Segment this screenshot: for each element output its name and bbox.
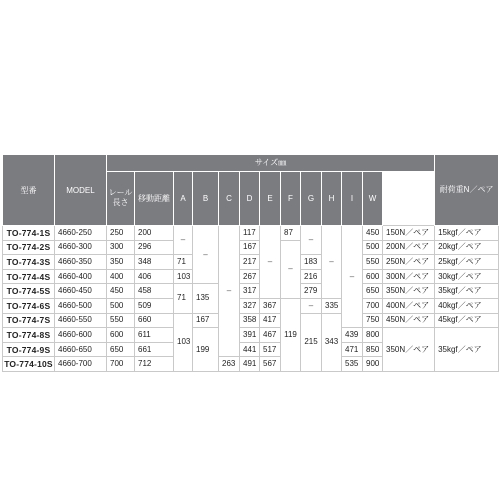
f-dash: –	[281, 240, 301, 298]
a-merged-cell: 103	[174, 313, 193, 371]
header-b: B	[193, 171, 219, 225]
header-i: I	[342, 171, 363, 225]
e-dash: –	[260, 226, 281, 299]
w-cell: 650	[363, 284, 383, 299]
header-c: C	[219, 171, 240, 225]
travel-cell: 348	[135, 255, 174, 270]
load-n-cell: 450N／ペア	[383, 313, 435, 328]
load-n-cell: 300N／ペア	[383, 269, 435, 284]
table-row	[3, 255, 499, 270]
d-cell: 327	[240, 298, 260, 313]
b-cell: 167	[193, 313, 219, 328]
d-cell: 491	[240, 357, 260, 372]
i-cell: 471	[342, 342, 363, 357]
type-cell: TO-774-5S	[3, 284, 55, 299]
w-cell: 900	[363, 357, 383, 372]
rail-cell: 300	[107, 240, 135, 255]
header-travel: 移動距離	[135, 171, 174, 225]
load-kgf-merged-cell: 35kgf／ペア	[435, 328, 499, 372]
g-cell: 216	[301, 269, 322, 284]
load-kgf-cell: 35kgf／ペア	[435, 284, 499, 299]
load-kgf-cell: 20kgf／ペア	[435, 240, 499, 255]
type-cell: TO-774-4S	[3, 269, 55, 284]
load-n-cell: 400N／ペア	[383, 298, 435, 313]
g-cell: 183	[301, 255, 322, 270]
d-cell: 441	[240, 342, 260, 357]
model-cell: 4660-500	[55, 298, 107, 313]
rail-cell: 700	[107, 357, 135, 372]
travel-cell: 660	[135, 313, 174, 328]
type-cell: TO-774-10S	[3, 357, 55, 372]
type-cell: TO-774-6S	[3, 298, 55, 313]
load-kgf-cell: 30kgf／ペア	[435, 269, 499, 284]
model-cell: 4660-300	[55, 240, 107, 255]
header-load-n: 耐荷重N／ペア	[435, 155, 499, 226]
travel-cell: 661	[135, 342, 174, 357]
travel-cell: 458	[135, 284, 174, 299]
table-row	[3, 284, 499, 299]
type-cell: TO-774-8S	[3, 328, 55, 343]
table-row	[3, 313, 499, 328]
w-cell: 800	[363, 328, 383, 343]
type-cell: TO-774-7S	[3, 313, 55, 328]
header-model: MODEL	[55, 155, 107, 226]
header-w: W	[363, 171, 383, 225]
b-merged-cell: 199	[193, 328, 219, 372]
rail-cell: 550	[107, 313, 135, 328]
h-dash: –	[322, 226, 342, 299]
i-cell: 535	[342, 357, 363, 372]
a-cell: 71	[174, 255, 193, 270]
w-cell: 850	[363, 342, 383, 357]
header-a: A	[174, 171, 193, 225]
table-row	[3, 269, 499, 284]
load-kgf-cell: 15kgf／ペア	[435, 226, 499, 241]
c-dash: –	[219, 226, 240, 357]
table-row	[3, 298, 499, 313]
h-cell: 335	[322, 298, 342, 313]
e-cell: 417	[260, 313, 281, 328]
rail-cell: 450	[107, 284, 135, 299]
rail-cell: 350	[107, 255, 135, 270]
e-cell: 567	[260, 357, 281, 372]
model-cell: 4660-350	[55, 255, 107, 270]
travel-cell: 611	[135, 328, 174, 343]
d-cell: 217	[240, 255, 260, 270]
model-cell: 4660-700	[55, 357, 107, 372]
type-cell: TO-774-1S	[3, 226, 55, 241]
w-cell: 600	[363, 269, 383, 284]
f-cell: 87	[281, 226, 301, 241]
c-cell: 263	[219, 357, 240, 372]
travel-cell: 296	[135, 240, 174, 255]
d-cell: 358	[240, 313, 260, 328]
header-f: F	[281, 171, 301, 225]
spec-table	[2, 154, 499, 372]
model-cell: 4660-400	[55, 269, 107, 284]
model-cell: 4660-650	[55, 342, 107, 357]
load-kgf-cell: 25kgf／ペア	[435, 255, 499, 270]
g-cell: 279	[301, 284, 322, 299]
travel-cell: 712	[135, 357, 174, 372]
i-cell: 439	[342, 328, 363, 343]
load-n-cell: 250N／ペア	[383, 255, 435, 270]
e-cell: 517	[260, 342, 281, 357]
header-g: G	[301, 171, 322, 225]
a-cell: 103	[174, 269, 193, 284]
h-merged-cell: 343	[322, 313, 342, 371]
d-cell: 167	[240, 240, 260, 255]
b-merged-cell: 135	[193, 284, 219, 313]
header-e: E	[260, 171, 281, 225]
load-kgf-cell: 40kgf／ペア	[435, 298, 499, 313]
rail-cell: 250	[107, 226, 135, 241]
a-merged-cell: 71	[174, 284, 193, 313]
load-n-cell: 150N／ペア	[383, 226, 435, 241]
type-cell: TO-774-2S	[3, 240, 55, 255]
g-dash: –	[301, 226, 322, 255]
d-cell: 317	[240, 284, 260, 299]
rail-cell: 500	[107, 298, 135, 313]
model-cell: 4660-600	[55, 328, 107, 343]
load-n-cell: 200N／ペア	[383, 240, 435, 255]
table-row	[3, 226, 499, 241]
header-rail-length: レール長さ	[107, 171, 135, 225]
rail-cell: 600	[107, 328, 135, 343]
i-dash: –	[342, 226, 363, 328]
w-cell: 750	[363, 313, 383, 328]
load-kgf-cell: 45kgf／ペア	[435, 313, 499, 328]
type-cell: TO-774-3S	[3, 255, 55, 270]
g-dash: –	[301, 298, 322, 313]
d-cell: 117	[240, 226, 260, 241]
e-cell: 367	[260, 298, 281, 313]
e-cell: 467	[260, 328, 281, 343]
model-cell: 4660-550	[55, 313, 107, 328]
w-cell: 700	[363, 298, 383, 313]
travel-cell: 406	[135, 269, 174, 284]
w-cell: 550	[363, 255, 383, 270]
a-dash: –	[174, 226, 193, 255]
header-size-group: サイズ㎜	[107, 155, 435, 172]
header-h: H	[322, 171, 342, 225]
type-cell: TO-774-9S	[3, 342, 55, 357]
model-cell: 4660-450	[55, 284, 107, 299]
table-row	[3, 328, 499, 343]
w-cell: 500	[363, 240, 383, 255]
w-cell: 450	[363, 226, 383, 241]
b-dash: –	[193, 226, 219, 284]
travel-cell: 200	[135, 226, 174, 241]
header-d: D	[240, 171, 260, 225]
model-cell: 4660-250	[55, 226, 107, 241]
f-merged-cell: 119	[281, 298, 301, 371]
table-row	[3, 240, 499, 255]
travel-cell: 509	[135, 298, 174, 313]
d-cell: 267	[240, 269, 260, 284]
rail-cell: 400	[107, 269, 135, 284]
d-cell: 391	[240, 328, 260, 343]
header-type: 型番	[3, 155, 55, 226]
load-n-merged-cell: 350N／ペア	[383, 328, 435, 372]
g-merged-cell: 215	[301, 313, 322, 371]
load-n-cell: 350N／ペア	[383, 284, 435, 299]
rail-cell: 650	[107, 342, 135, 357]
